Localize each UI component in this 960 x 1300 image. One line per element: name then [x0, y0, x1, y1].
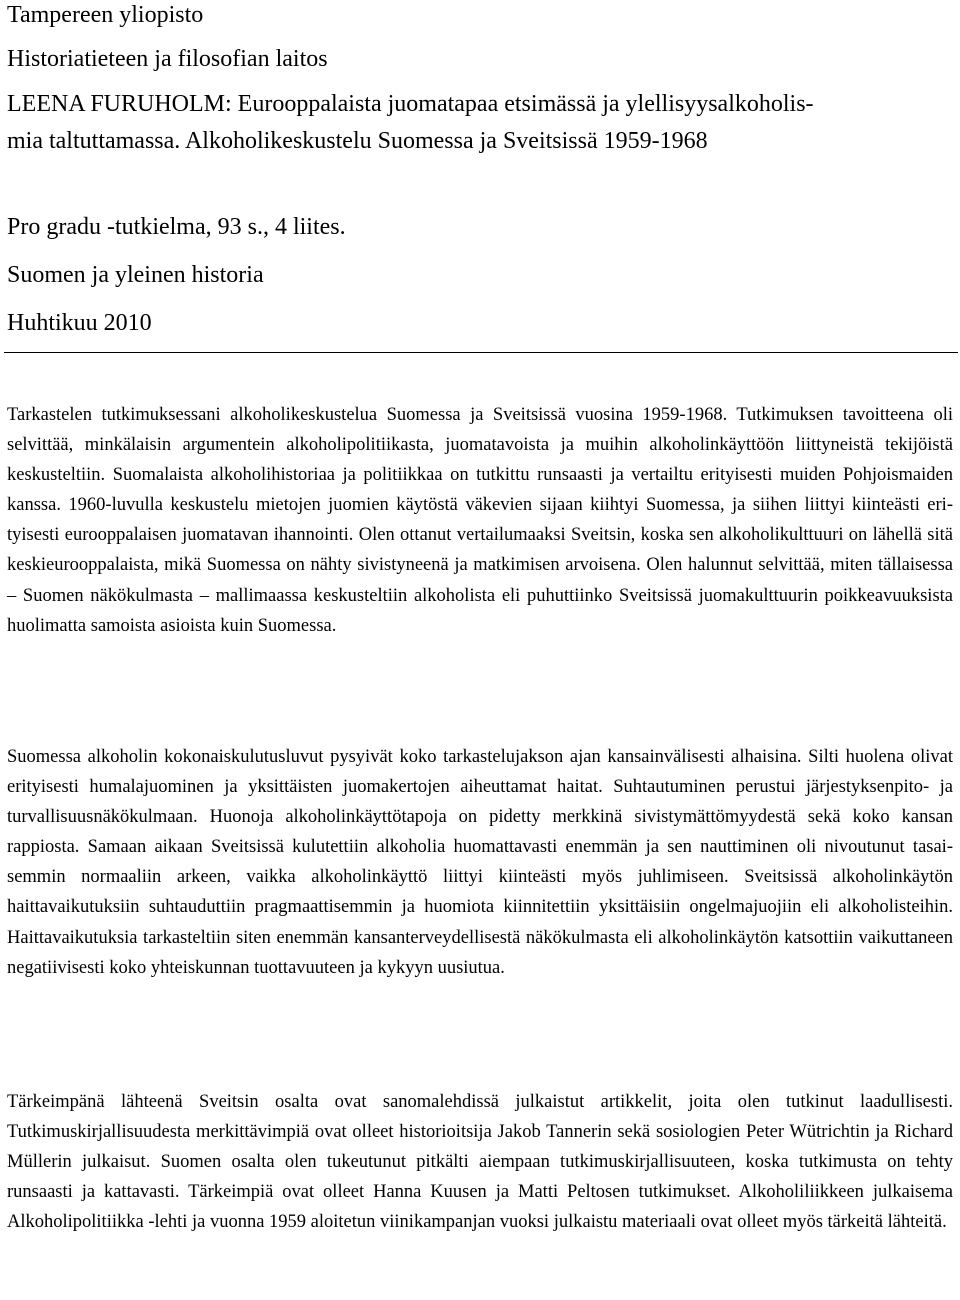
department-name: Historiatieteen ja filosofian laitos	[7, 46, 328, 72]
abstract-paragraph-2: Suomessa alkoholin kokonaiskulutusluvut pysyivät koko tarkastelujakson ajan kansainvälisesti alhaisina. Silti huolena olivat erityisesti humalajuominen ja yksittäisten juomakertojen aiheuttamat haitat. Suhtautuminen perustui järjestyksenpito- ja turvallisuusnäkökulmaan. Huonoja alkoholinkäyttötapoja on pidetty merkkinä sivistymättömyydestä sekä koko kansan rappiosta. Samaan aikaan Sveitsissä kulutettiin alkoholia huomattavasti enemmän ja sen nauttiminen oli nivoutunut tasaisemmin normaaliin arkeen, vaikka alkoholinkäyttö liittyi kiinteästi myös juhlimiseen. Sveitsissä alkoholinkäytön haittavaikutuksiin suhtauduttiin pragmaattisemmin ja huomiota kiinnitettiin yksittäisiin ongelmajuojiin eli alkoholisteihin. Haittavaikutuksia tarkasteltiin siten enemmän kansanterveydellisestä näkökulmasta eli alkoholinkäytön katsottiin vaikuttaneen negatiivisesti koko yhteiskunnan tuottavuuteen ja kykyyn uusiutua.	[7, 747, 953, 978]
thesis-date: Huhtikuu 2010	[7, 310, 152, 336]
university-name: Tampereen yliopisto	[7, 2, 204, 28]
header-divider	[4, 352, 958, 353]
abstract-paragraph-3: Tärkeimpänä lähteenä Sveitsin osalta ovat sanomalehdissä julkaistut artikkelit, joita olen tutkinut laadullisesti. Tutkimuskirjallisuudesta merkittävimpiä ovat olleet historioitsija Jakob Tannerin sekä sosiologien Peter Wütrichtin ja Richard Müllerin julkaisut. Suomen osalta olen tukeutunut pitkälti aiempaan tutkimuskirjallisuuteen, koska tutkimusta on tehty runsaasti ja kattavasti. Tärkeimpiä ovat olleet Hanna Kuusen ja Matti Peltosen tutkimukset. Alkoholiliikkeen julkaisema Alkoholipolitiikka -lehti ja vuonna 1959 aloitetun viinikampanjan vuoksi julkaistu materiaali ovat olleet myös tärkeitä lähteitä.	[7, 1092, 953, 1233]
thesis-title-line-1: LEENA FURUHOLM: Eurooppalaista juomatapaa etsimässä ja ylellisyysalkoholis-	[7, 91, 814, 117]
subject-field: Suomen ja yleinen historia	[7, 262, 264, 288]
thesis-type: Pro gradu -tutkielma, 93 s., 4 liites.	[7, 214, 346, 240]
thesis-title-line-2: mia taltuttamassa. Alkoholikeskustelu Suomessa ja Sveitsissä 1959-1968	[7, 128, 708, 154]
abstract-paragraph-1: Tarkastelen tutkimuksessani alkoholikeskustelua Suomessa ja Sveitsissä vuosina 1959-1968. Tutkimuksen tavoitteena oli selvittää, minkälaisin argumentein alkoholipolitiikasta, juomatavoista ja muihin alkoholinkäyttöön liittyneistä tekijöistä keskusteltiin. Suomalaista alkoholihistoriaa ja politiikkaa on tutkittu runsaasti ja vertailtu erityisesti muiden Pohjoismaiden kanssa. 1960-luvulla keskustelu mietojen juomien käytöstä väkevien sijaan kiihtyi Suomessa, ja siihen liittyi kiinteästi erityisesti eurooppalaisen juomatavan ihannointi. Olen ottanut vertailumaaksi Sveitsin, koska sen alkoholikulttuuri on lähellä sitä keskieurooppalaista, mikä Suomessa on nähty sivistyneenä ja matkimisen arvoisena. Olen halunnut selvittää, miten tällaisessa – Suomen näkökulmasta – mallimaassa keskusteltiin alkoholista eli puhuttiinko Sveitsissä juomakulttuurin poikkeavuuksista huolimatta samoista asioista kuin Suomessa.	[7, 405, 953, 636]
